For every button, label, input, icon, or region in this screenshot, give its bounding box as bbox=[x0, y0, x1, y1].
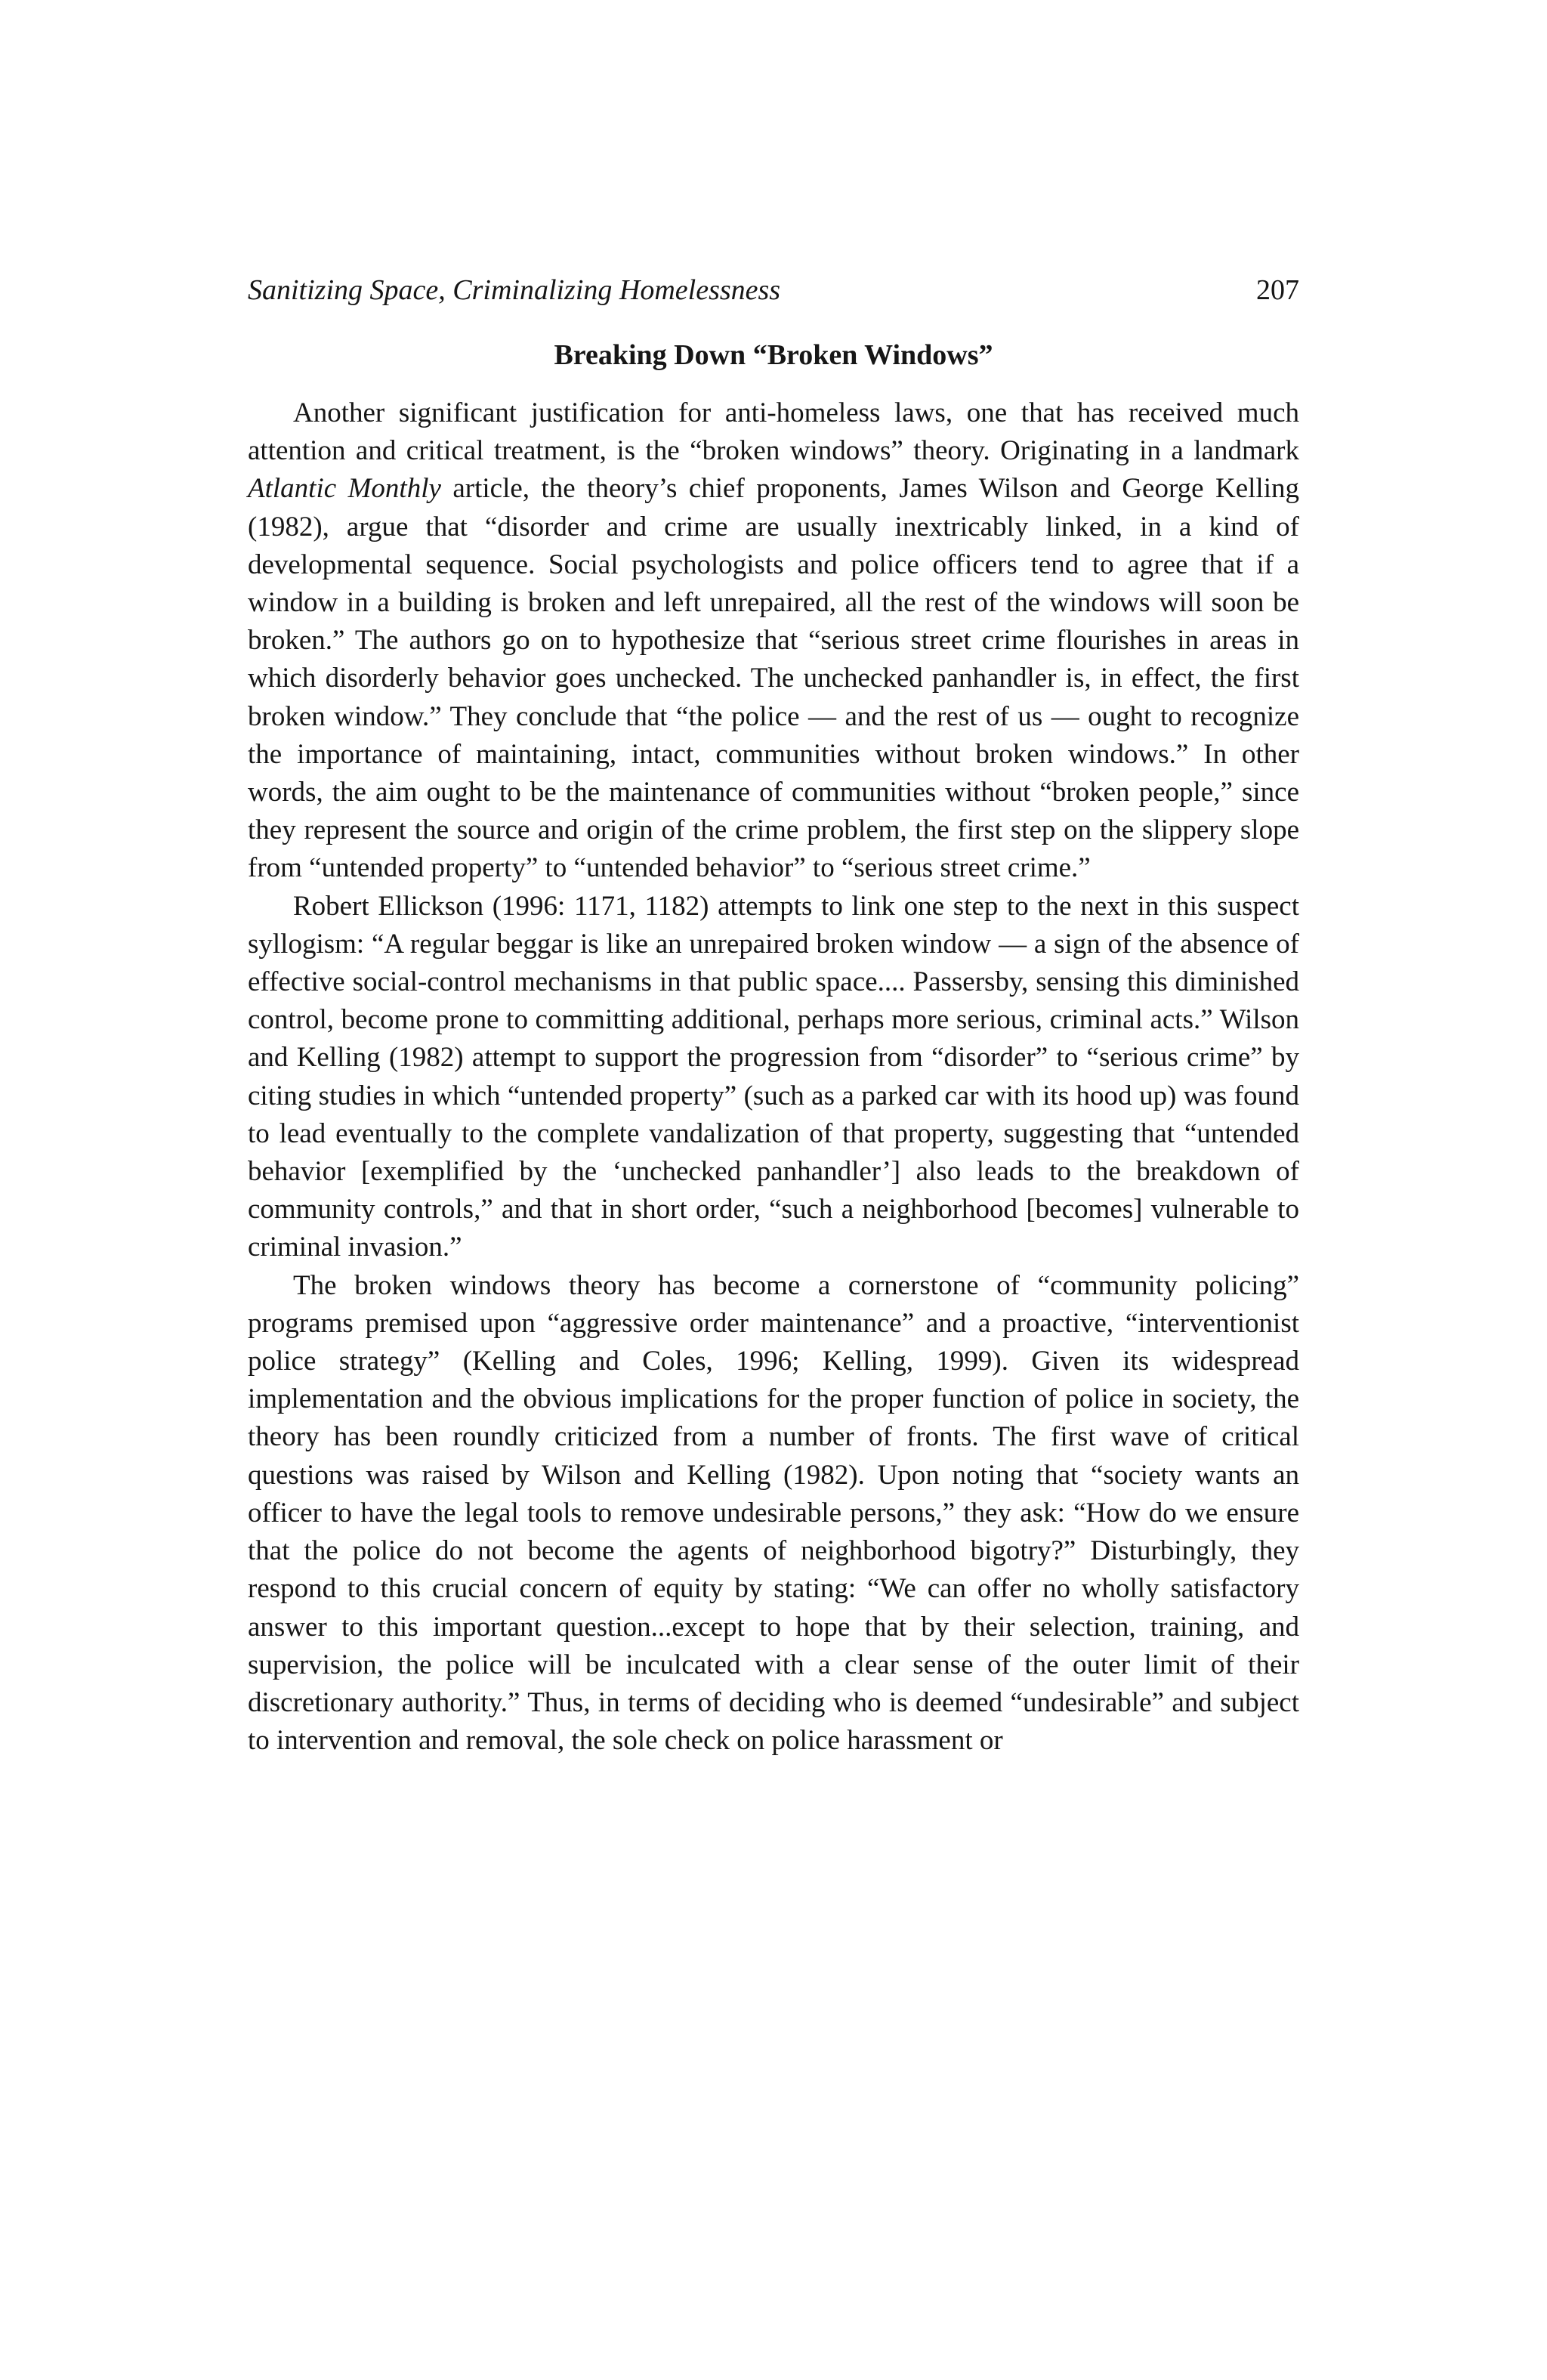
page-number: 207 bbox=[1256, 274, 1299, 306]
running-title: Sanitizing Space, Criminalizing Homelessness bbox=[248, 274, 781, 306]
document-page bbox=[248, 272, 1299, 1760]
journal-title: Atlantic Monthly bbox=[248, 473, 441, 505]
paragraph-1-text-a: Another significant justification for anti-homeless laws, one that has received much attention and critical treatment, is the “broken windows” theory. Originating in a landmark bbox=[248, 397, 1299, 467]
paragraph-1 bbox=[248, 394, 1299, 888]
paragraph-2: Robert Ellickson (1996: 1171, 1182) attempts to link one step to the next in this suspect syllogism: “A regular beggar is like an unrepaired broken window — a sign of the absence of effective social-control mechanisms in that public space.... Passersby, sensing this diminished control, become prone to committing additional, perhaps more serious, criminal acts.” Wilson and Kelling (1982) attempt to support the progression from “disorder” to “serious crime” by citing studies in which “untended property” (such as a parked car with its hood up) was found to lead eventually to the complete vandalization of that property, suggesting that “untended behavior [exemplified by the ‘unchecked panhandler’] also leads to the breakdown of community controls,” and that in short order, “such a neighborhood [becomes] vulnerable to criminal invasion.” bbox=[248, 890, 1299, 1263]
running-head bbox=[248, 272, 1299, 308]
paragraph-3: The broken windows theory has become a cornerstone of “community policing” programs premised upon “aggressive order maintenance” and a proactive, “interventionist police strategy” (Kelling and Coles, 1996; Kelling, 1999). Given its widespread implementation and the obvious implications for the proper function of police in society, the theory has been roundly criticized from a number of fronts. The first wave of critical questions was raised by Wilson and Kelling (1982). Upon noting that “society wants an officer to have the legal tools to remove undesirable persons,” they ask: “How do we ensure that the police do not become the agents of neighborhood bigotry?” Disturbingly, they respond to this crucial concern of equity by stating: “We can offer no wholly satisfactory answer to this important question...except to hope that by their selection, training, and supervision, the police will be inculcated with a clear sense of the outer limit of their discretionary authority.” Thus, in terms of deciding who is deemed “undesirable” and subject to intervention and removal, the sole check on police harassment or bbox=[248, 1269, 1299, 1757]
section-heading: Breaking Down “Broken Windows” bbox=[554, 339, 993, 371]
paragraph-1-text-b: article, the theory’s chief proponents, James Wilson and George Kelling (1982), argue that “disorder and crime are usually inextricably linked, in a kind of developmental sequence. Social psychologists and police officers tend to agree that if a window in a building is broken and left unrepaired, all the rest of the windows will soon be broken.” The authors go on to hypothesize that “serious street crime flourishes in areas in which disorderly behavior goes unchecked. The unchecked panhandler is, in effect, the first broken window.” They conclude that “the police — and the rest of us — ought to recognize the importance of maintaining, intact, communities without broken windows.” In other words, the aim ought to be the maintenance of communities without “broken people,” since they represent the source and origin of the crime problem, the first step on the slippery slope from “untended property” to “untended behavior” to “serious street crime.” bbox=[248, 473, 1299, 884]
